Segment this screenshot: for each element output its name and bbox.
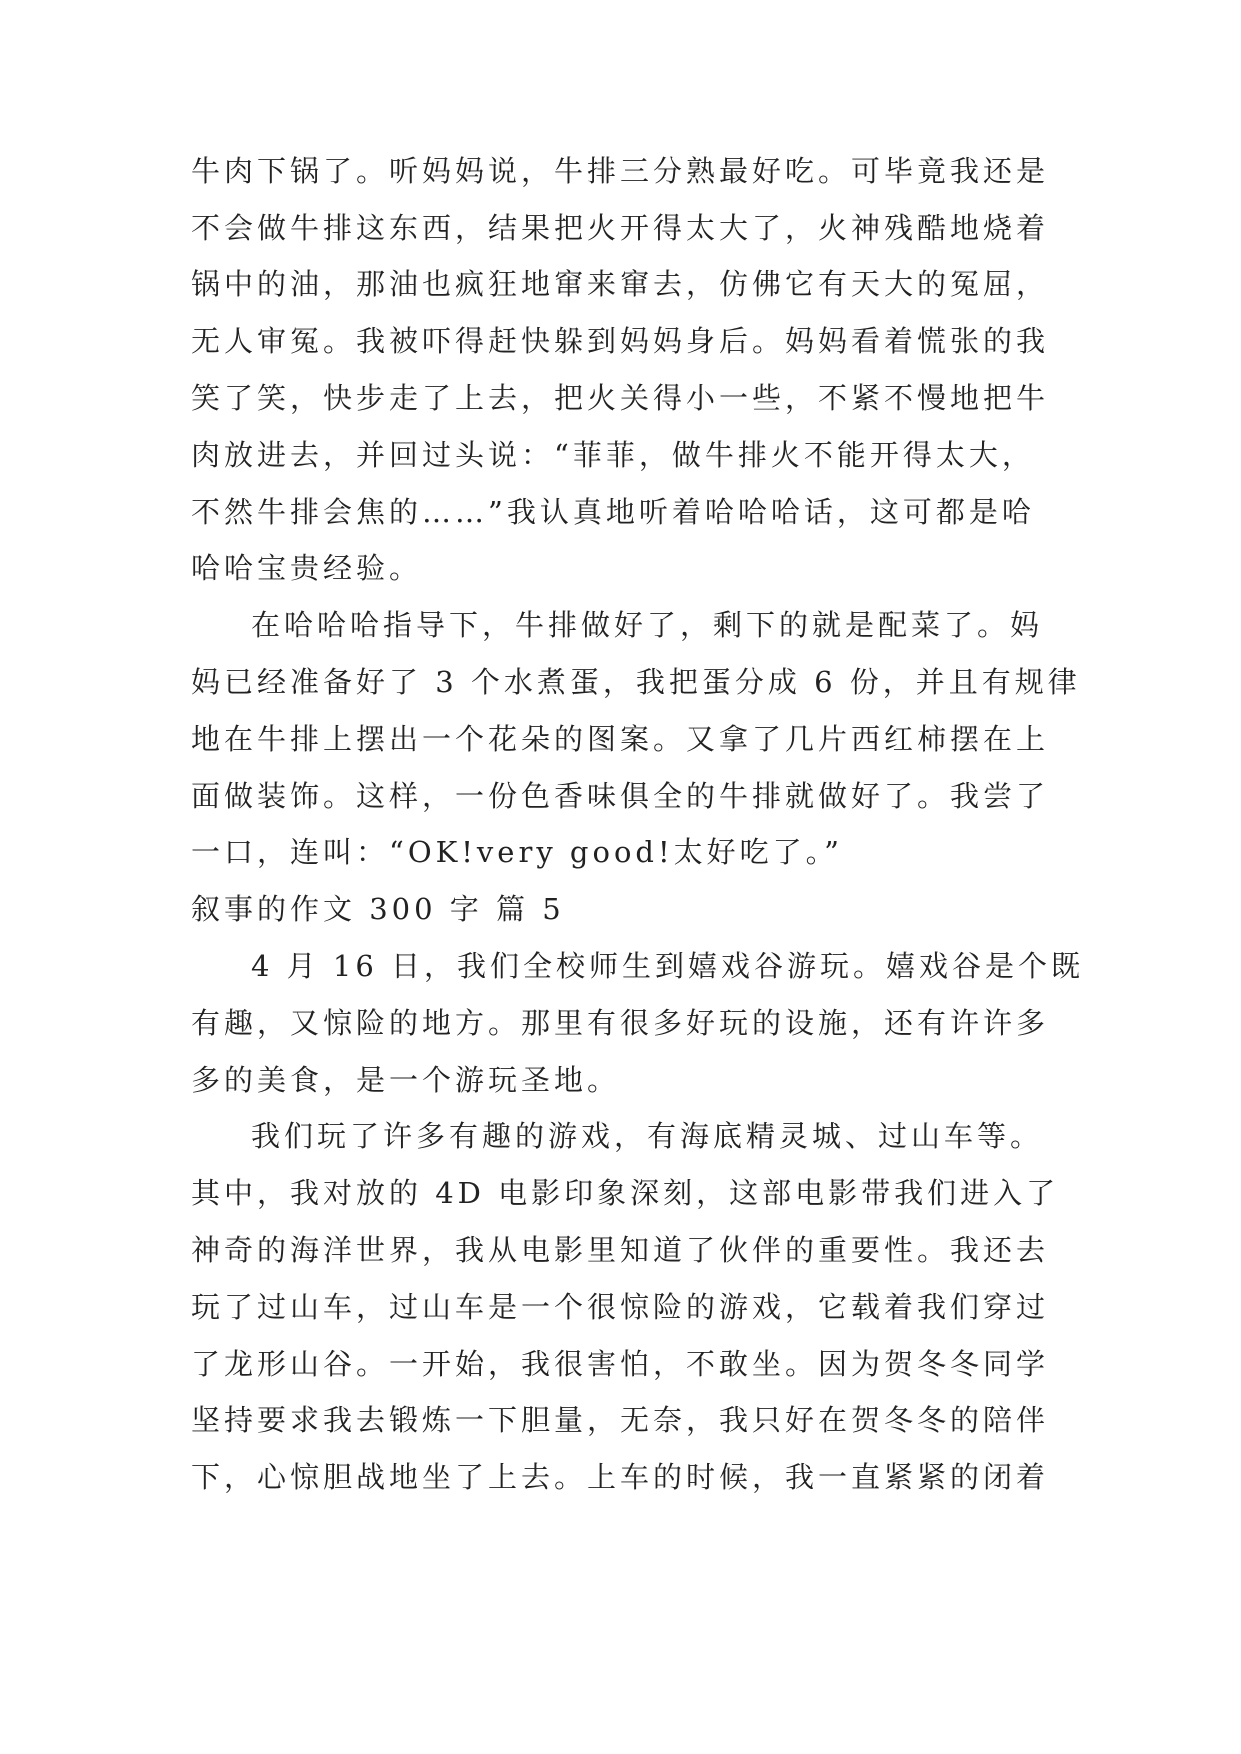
paragraph-line: 无人审冤。我被吓得赶快躲到妈妈身后。妈妈看着慌张的我 bbox=[191, 324, 1050, 358]
paragraph-line: 4 月 16 日，我们全校师生到嬉戏谷游玩。嬉戏谷是个既 bbox=[251, 949, 1085, 983]
paragraph-line: 其中，我对放的 4D 电影印象深刻，这部电影带我们进入了 bbox=[191, 1176, 1060, 1210]
paragraph-line: 了龙形山谷。一开始，我很害怕，不敢坐。因为贺冬冬同学 bbox=[191, 1347, 1050, 1381]
paragraph-line: 哈哈宝贵经验。 bbox=[191, 551, 423, 585]
paragraph-line: 妈已经准备好了 3 个水煮蛋，我把蛋分成 6 份，并且有规律 bbox=[191, 665, 1081, 699]
paragraph-line: 多的美食，是一个游玩圣地。 bbox=[191, 1063, 621, 1097]
paragraph-line: 面做装饰。这样，一份色香味俱全的牛排就做好了。我尝了 bbox=[191, 779, 1050, 813]
paragraph-line: 在哈哈哈指导下，牛排做好了，剩下的就是配菜了。妈 bbox=[251, 608, 1044, 642]
paragraph-line: 不然牛排会焦的……”我认真地听着哈哈哈话，这可都是哈 bbox=[191, 495, 1035, 529]
paragraph-line: 牛肉下锅了。听妈妈说，牛排三分熟最好吃。可毕竟我还是 bbox=[191, 154, 1050, 188]
paragraph-line: 一口，连叫：“OK!very good!太好吃了。” bbox=[191, 835, 843, 869]
paragraph-line: 肉放进去，并回过头说：“菲菲，做牛排火不能开得太大， bbox=[191, 438, 1035, 472]
paragraph-line: 有趣，又惊险的地方。那里有很多好玩的设施，还有许许多 bbox=[191, 1006, 1050, 1040]
paragraph-line: 锅中的油，那油也疯狂地窜来窜去，仿佛它有天大的冤屈， bbox=[191, 267, 1050, 301]
paragraph-line: 笑了笑，快步走了上去，把火关得小一些，不紧不慢地把牛 bbox=[191, 381, 1050, 415]
paragraph-line: 我们玩了许多有趣的游戏，有海底精灵城、过山车等。 bbox=[251, 1119, 1044, 1153]
paragraph-line: 坚持要求我去锻炼一下胆量，无奈，我只好在贺冬冬的陪伴 bbox=[191, 1403, 1050, 1437]
paragraph-line: 地在牛排上摆出一个花朵的图案。又拿了几片西红柿摆在上 bbox=[191, 722, 1050, 756]
section-heading: 叙事的作文 300 字 篇 5 bbox=[191, 892, 565, 926]
paragraph-line: 玩了过山车，过山车是一个很惊险的游戏，它载着我们穿过 bbox=[191, 1290, 1050, 1324]
paragraph-line: 下，心惊胆战地坐了上去。上车的时候，我一直紧紧的闭着 bbox=[191, 1460, 1050, 1494]
paragraph-line: 不会做牛排这东西，结果把火开得太大了，火神残酷地烧着 bbox=[191, 211, 1050, 245]
paragraph-line: 神奇的海洋世界，我从电影里知道了伙伴的重要性。我还去 bbox=[191, 1233, 1050, 1267]
